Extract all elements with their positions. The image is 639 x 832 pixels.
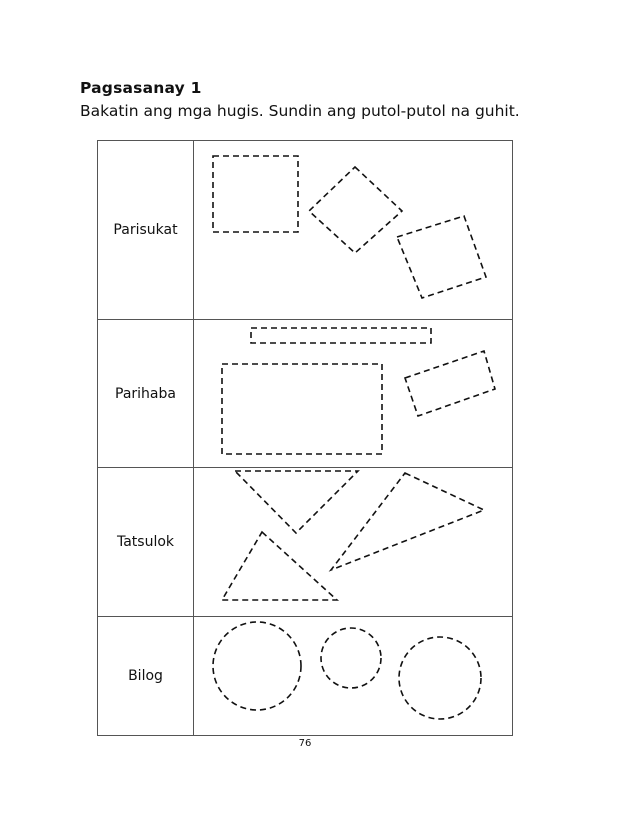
dashed-rectangle-large[interactable]	[222, 364, 382, 454]
dashed-square-diamond[interactable]	[309, 167, 402, 253]
dashed-rectangle-tilted[interactable]	[405, 351, 495, 416]
row-label-bilog: Bilog	[98, 617, 194, 736]
page-number: 76	[298, 738, 312, 749]
row-label-tatsulok: Tatsulok	[98, 468, 194, 617]
dashed-square-tilted[interactable]	[397, 216, 486, 298]
row-label-parihaba: Parihaba	[98, 320, 194, 468]
dashed-circle-large[interactable]	[213, 622, 301, 710]
exercise-title: Pagsasanay 1	[80, 79, 202, 97]
dashed-triangle-slanted[interactable]	[331, 473, 484, 570]
exercise-instruction: Bakatin ang mga hugis. Sundin ang putol-putol na guhit.	[80, 102, 520, 120]
row-label-parisukat: Parisukat	[98, 141, 194, 320]
dashed-triangle-upright[interactable]	[222, 532, 337, 600]
dashed-rectangle-thin[interactable]	[251, 328, 431, 343]
dashed-square-1[interactable]	[213, 156, 298, 232]
dashed-triangle-inverted[interactable]	[235, 471, 358, 533]
dashed-circle-medium[interactable]	[399, 637, 481, 719]
dashed-circle-small[interactable]	[321, 628, 381, 688]
